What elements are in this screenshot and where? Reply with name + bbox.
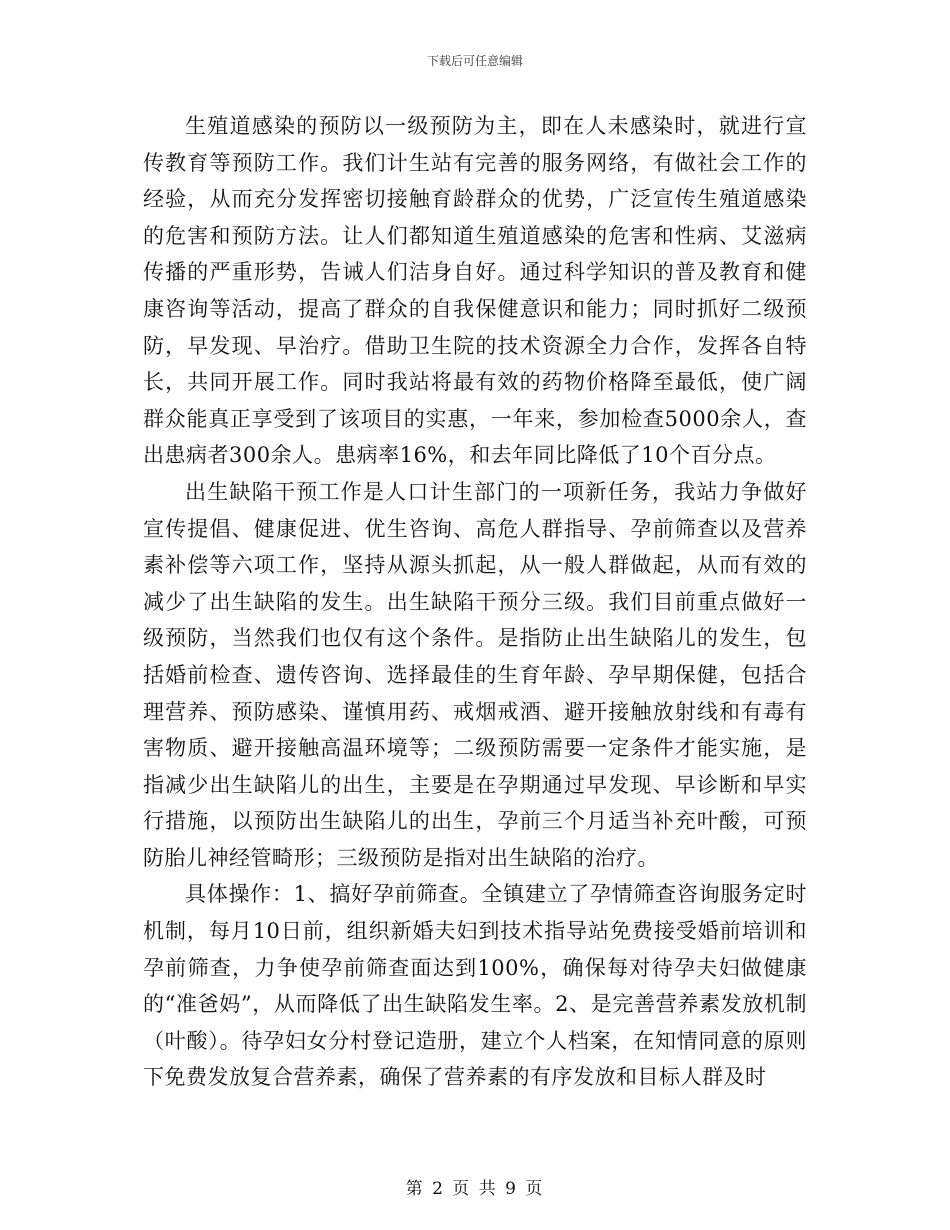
paragraph-rti-prevention: 生殖道感染的预防以一级预防为主，即在人未感染时，就进行宣传教育等预防工作。我们计生站有完善的服务网络，有做社会工作的经验，从而充分发挥密切接触育龄群众的优势，广泛宣传生殖道感染的危害和预防方法。让人们都知道生殖道感染的危害和性病、艾滋病传播的严重形势，告诫人们洁身自好。通过科学知识的普及教育和健康咨询等活动，提高了群众的自我保健意识和能力；同时抓好二级预防，早发现、早治疗。借助卫生院的技术资源全力合作，发挥各自特长，共同开展工作。同时我站将最有效的药物价格降至最低，使广阔群众能真正享受到了该项目的实惠，一年来，参加检查5000余人，查出患病者300余人。患病率16%，和去年同比降低了10个百分点。	[143, 114, 807, 468]
document-body	[143, 108, 807, 1096]
page-header: 下载后可任意编辑	[426, 54, 523, 68]
paragraph-birth-defect-intervention: 出生缺陷干预工作是人口计生部门的一项新任务，我站力争做好宣传提倡、健康促进、优生咨询、高危人群指导、孕前筛查以及营养素补偿等六项工作，坚持从源头抓起，从一般人群做起，从而有效的减少了出生缺陷的发生。出生缺陷干预分三级。我们目前重点做好一级预防，当然我们也仅有这个条件。是指防止出生缺陷儿的发生，包括婚前检查、遗传咨询、选择最佳的生育年龄、孕早期保健，包括合理营养、预防感染、谨慎用药、戒烟戒酒、避开接触放射线和有毒有害物质、避开接触高温环境等；二级预防需要一定条件才能实施，是指减少出生缺陷儿的出生，主要是在孕期通过早发现、早诊断和早实行措施，以预防出生缺陷儿的出生，孕前三个月适当补充叶酸，可预防胎儿神经管畸形；三级预防是指对出生缺陷的治疗。	[143, 479, 807, 870]
page-number-footer: 第 2 页 共 9 页	[405, 1179, 545, 1199]
paragraph-specific-operations: 具体操作：1、搞好孕前筛查。全镇建立了孕情筛查咨询服务定时机制，每月10日前，组织新婚夫妇到技术指导站免费接受婚前培训和孕前筛查，力争使孕前筛查面达到100%，确保每对待孕夫妇做健康的“准爸妈”，从而降低了出生缺陷发生率。2、是完善营养素发放机制（叶酸）。待孕妇女分村登记造册，建立个人档案，在知情同意的原则下免费发放复合营养素，确保了营养素的有序发放和目标人群及时	[143, 882, 807, 1090]
